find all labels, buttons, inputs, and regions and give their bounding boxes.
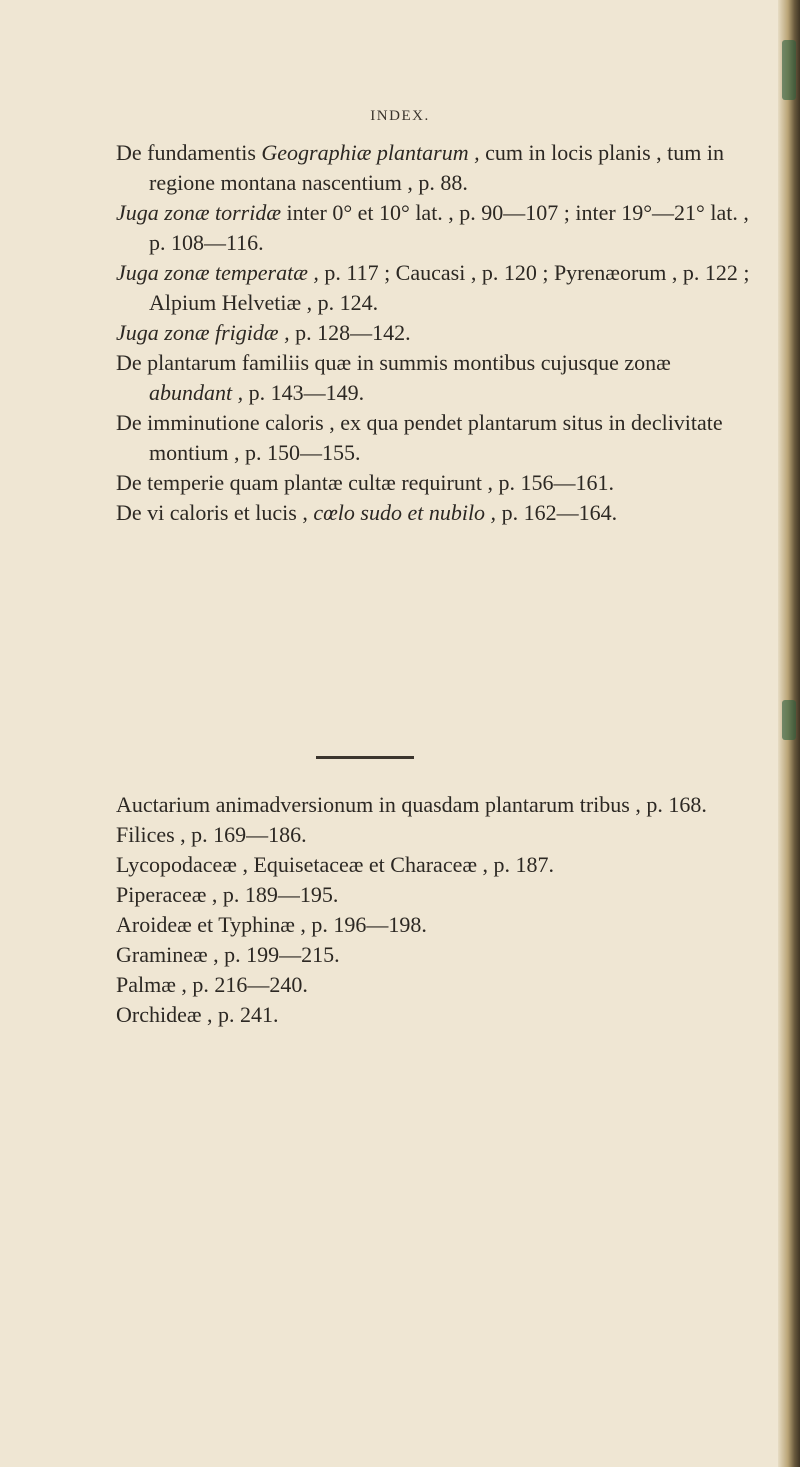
page-edge-shadow	[778, 0, 800, 1467]
index-entry	[116, 198, 756, 258]
auctarium-entry: Gramineæ , p. 199—215.	[116, 942, 340, 967]
edge-mark	[782, 700, 796, 740]
entry-italic-text: cœlo sudo et nubilo ,	[313, 500, 497, 525]
auctarium-entry: Orchideæ , p. 241.	[116, 1002, 279, 1027]
entry-text: cum in locis planis , tum in regione montana nascentium , p. 88.	[149, 140, 725, 195]
index-entry	[116, 258, 756, 318]
entry-text: De imminutione caloris , ex qua pendet plantarum situs in declivitate montium , p. 150—155.	[116, 410, 723, 465]
auctarium-entries	[116, 790, 756, 1030]
entry-text: p. 117 ; Caucasi , p. 120 ; Pyrenæorum , p. 122 ; Alpium Helvetiæ , p. 124.	[149, 260, 750, 315]
entry-italic-text: Juga zonæ frigidæ ,	[116, 320, 290, 345]
index-entry	[116, 138, 756, 198]
entry-text: De fundamentis	[116, 140, 262, 165]
entry-italic-text: Juga zonæ torridæ	[116, 200, 282, 225]
entry-italic-text: Juga zonæ temperatæ ,	[116, 260, 319, 285]
edge-mark	[782, 40, 796, 100]
entry-text: p. 128—142.	[289, 320, 411, 345]
auctarium-entry: Piperaceæ , p. 189—195.	[116, 882, 339, 907]
index-entry	[116, 348, 756, 408]
index-entry	[116, 498, 756, 528]
entry-text: p. 162—164.	[496, 500, 618, 525]
entry-text: De plantarum familiis quæ in summis montibus cujusque zonæ	[116, 350, 671, 375]
entry-text: De vi caloris et lucis ,	[116, 500, 314, 525]
entry-text: inter 0° et 10° lat. , p. 90—107 ; inter 19°—21° lat. , p. 108—116.	[149, 200, 749, 255]
auctarium-entry: Aroideæ et Typhinæ , p. 196—198.	[116, 912, 427, 937]
auctarium-entry: Palmæ , p. 216—240.	[116, 972, 308, 997]
entry-italic-text: Geographiæ plantarum ,	[261, 140, 480, 165]
entry-text: p. 143—149.	[243, 380, 365, 405]
section-divider	[316, 756, 414, 759]
page-header: INDEX.	[370, 108, 430, 124]
index-entry	[116, 468, 756, 498]
index-entry	[116, 318, 756, 348]
index-entries	[116, 138, 756, 528]
auctarium-entry: Filices , p. 169—186.	[116, 822, 307, 847]
entry-text: De temperie quam plantæ cultæ requirunt , p. 156—161.	[116, 470, 614, 495]
index-entry	[116, 408, 756, 468]
auctarium-entry: Auctarium animadversionum in quasdam plantarum tribus , p. 168.	[116, 792, 707, 817]
entry-italic-text: abundant ,	[149, 380, 244, 405]
auctarium-entry: Lycopodaceæ , Equisetaceæ et Characeæ , p. 187.	[116, 852, 555, 877]
